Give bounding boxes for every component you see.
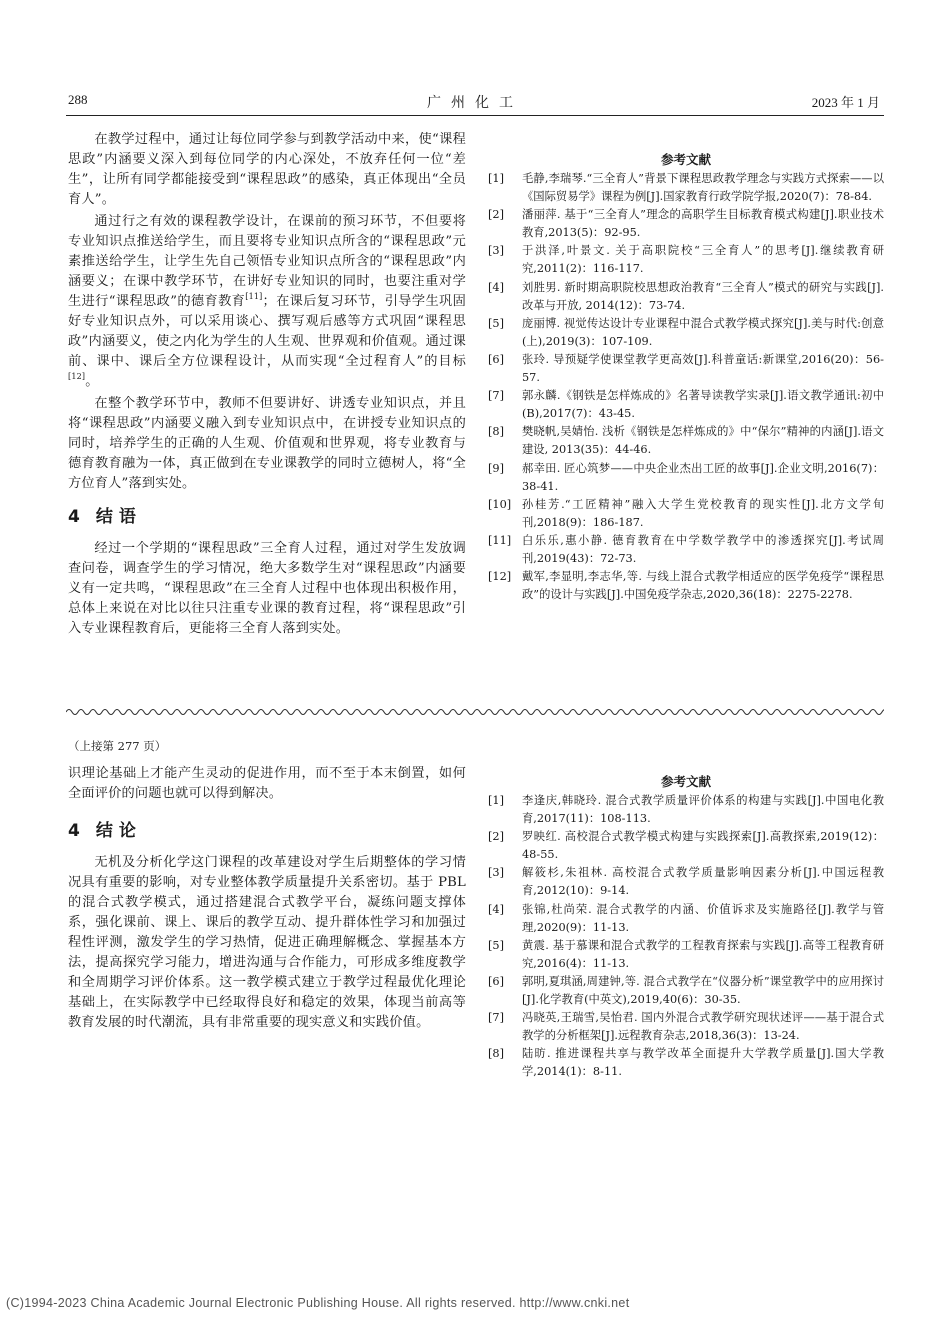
reference-text: 刘胜男. 新时期高职院校思想政治教育“三全育人”模式的研究与实践[J].改革与开放, 2014(12)：73-74. [522,280,884,312]
reference-number: [4] [488,902,505,916]
body-paragraph: 在整个教学环节中，教师不但要讲好、讲透专业知识点，并且将“课程思政”内涵要义融入到专业知识点中，在讲授专业知识点的同时，培养学生的正确的人生观、价值观和世界观，将专业教育与德育教育融为一体，真正做到在专业课教学的同时立德树人，将“全方位育人”落到实处。 [68,396,466,491]
body-paragraph: 识理论基础上才能产生灵动的促进作用，而不至于本末倒置，如何全面评价的问题也就可以得到解决。 [68,766,466,801]
reference-text: 孙桂芳.“工匠精神”融入大学生党校教育的现实性[J].北方文学旬刊,2018(9)：186-187. [522,497,884,529]
section-heading [68,502,466,527]
body-paragraph: 通过行之有效的课程教学设计，在课前的预习环节，不但要将专业知识点推送给学生，而且要将专业知识点所含的“课程思政”元素推送给学生，让学生先自己领悟专业知识点所含的“课程思政”内涵要义；在课中教学环节，在讲好专业知识的同时，也要注重对学生进行“课程思政”的德育教育[11]；在课后复习环节，引导学生巩固好专业知识点外，可以采用谈心、撰写观后感等方式巩固“课程思政”内涵要义，使之内化为学生的人生观、世界观和价值观。通过课前、课中、课后全方位课程设计，从而实现“全过程育人”的目标[12]。 [68,214,466,389]
reference-item [488,1009,884,1045]
lower-references [488,772,884,1082]
copyright-footer: (C)1994-2023 China Academic Journal Electronic Publishing House. All rights reserved. http://www.cnki.net [6,1296,630,1310]
section-number: 4 [68,507,80,527]
reference-text: 罗映红. 高校混合式教学模式构建与实践探索[J].高教探索,2019(12)：48-55. [522,830,884,862]
reference-item [488,242,884,278]
reference-number: [7] [488,389,505,403]
reference-number: [1] [488,794,505,807]
reference-item [488,496,884,532]
reference-item [488,206,884,242]
wave-divider [66,706,884,718]
journal-name: 广州化工 [427,95,523,111]
section-title: 结论 [95,821,142,841]
reference-number: [9] [488,461,505,475]
reference-text: 郝幸田. 匠心筑梦——中央企业杰出工匠的故事[J].企业文明,2016(7)：38-41. [522,461,884,493]
reference-list [488,792,884,1082]
reference-text: 张玲. 导预疑学使课堂教学更高效[J].科普童话:新课堂,2016(20)：56-57. [522,352,884,385]
reference-number: [10] [488,497,512,511]
reference-number: [12] [488,570,512,584]
reference-item [488,315,884,351]
reference-text: 于洪泽,叶景文. 关于高职院校“三全育人”的思考[J].继续教育研究,2011(2)：116-117. [522,244,884,276]
reference-item [488,828,884,864]
issue-date: 2023 年 1 月 [811,95,880,110]
reference-item [488,460,884,496]
reference-number: [6] [488,352,505,366]
citation: [12] [68,372,86,381]
reference-number: [4] [488,280,505,294]
reference-number: [8] [488,425,505,439]
reference-number: [11] [488,533,512,547]
reference-text: 庞丽博. 视觉传达设计专业课程中混合式教学模式探究[J].美与时代:创意(上),2019(3)：107-109. [522,316,884,348]
reference-text: 李逢庆,韩晓玲. 混合式教学质量评价体系的构建与实践[J].中国电化教育,2017(11)：108-113. [522,794,884,826]
citation: [11] [245,292,263,301]
reference-item [488,387,884,423]
reference-number: [6] [488,974,505,988]
reference-text: 白乐乐,惠小静. 德育教育在中学数学教学中的渗透探究[J].考试周刊,2019(43)：72-73. [522,533,884,565]
reference-text: 冯晓英,王瑞雪,吴怡君. 国内外混合式教学研究现状述评——基于混合式教学的分析框架[J].远程教育杂志,2018,36(3)：13-24. [522,1011,884,1043]
reference-number: [5] [488,938,505,952]
reference-text: 陆昉. 推进课程共享与教学改革全面提升大学教学质量[J].国大学教学,2014(1)：8-11. [522,1047,884,1079]
continued-note: （上接第 277 页） [68,739,167,753]
section-number: 4 [68,821,80,841]
reference-text: 戴军,李显明,李志华,等. 与线上混合式教学相适应的医学免疫学“课程思政”的设计与实践[J].中国免疫学杂志,2020,36(18)：2275-2278. [522,570,884,602]
reference-text: 樊晓帆,吴婧怡. 浅析《钢铁是怎样炼成的》中“保尔”精神的内涵[J].语文建设, 2013(35)：44-46. [522,425,884,457]
reference-item [488,568,884,604]
references-title: 参考文献 [660,774,711,789]
lower-left-column [68,764,466,1035]
page-number: 288 [68,92,88,107]
reference-number: [3] [488,244,505,258]
reference-item [488,279,884,315]
reference-number: [8] [488,1047,505,1061]
reference-number: [1] [488,172,505,185]
reference-item [488,423,884,459]
reference-text: 毛静,李瑞琴.“三全育人”背景下课程思政教学理念与实践方式探索——以《国际贸易学》课程为例[J].国家教育行政学院学报,2020(7)：78-84. [522,172,884,204]
reference-item [488,792,884,828]
section-title: 结语 [95,507,142,527]
reference-text: 解筱杉,朱祖林. 高校混合式教学质量影响因素分析[J].中国远程教育,2012(10)：9-14. [522,866,884,898]
reference-item [488,864,884,900]
reference-number: [5] [488,316,505,330]
upper-left-column [68,130,466,641]
reference-text: 潘丽萍. 基于“三全育人”理念的高职学生目标教育模式构建[J].职业技术教育,2013(5)：92-95. [522,208,884,240]
reference-item [488,901,884,937]
header-rule [66,115,884,116]
reference-number: [2] [488,208,505,222]
section-heading [68,816,466,841]
references-title: 参考文献 [660,152,711,167]
reference-item [488,351,884,387]
body-paragraph: 在教学过程中，通过让每位同学参与到教学活动中来，使“课程思政”内涵要义深入到每位同学的内心深处，不放弃任何一位“差生”，让所有同学都能接受到“课程思政”的感染，真正体现出“全员育人”。 [68,132,466,207]
reference-number: [7] [488,1011,505,1025]
reference-number: [3] [488,866,505,880]
reference-list [488,170,884,604]
reference-item [488,170,884,206]
reference-text: 郭明,夏琪涵,周建钟,等. 混合式教学在“仪器分析”课堂教学中的应用探讨[J].化学教育(中英文),2019,40(6)：30-35. [522,974,884,1007]
reference-item [488,532,884,568]
reference-text: 张锦,杜尚荣. 混合式教学的内涵、价值诉求及实施路径[J].教学与管理,2020(9)：11-13. [522,902,884,934]
upper-references [488,150,884,604]
reference-item [488,973,884,1009]
reference-item [488,937,884,973]
body-paragraph: 无机及分析化学这门课程的改革建设对学生后期整体的学习情况具有重要的影响，对专业整体教学质量提升关系密切。基于 PBL 的混合式教学模式，通过搭建混合式教学平台，凝练问题支撑体系，强化课前、课上、课后的教学互动、提升群体性学习和加强过程性评测，激发学生的学习热情，促进正确理解概念、掌握基本方法，提高探究学习能力，增进沟通与合作能力，可形成多维度教学和全周期学习评价体系。这一教学模式建立于教学过程最优化理论基础上，在实际教学中已经取得良好和稳定的效果，体现当前高等教育发展的时代潮流，具有非常重要的现实意义和实践价值。 [68,855,466,1030]
reference-text: 黄震. 基于慕课和混合式教学的工程教育探索与实践[J].高等工程教育研究,2016(4)：11-13. [522,938,884,970]
reference-item [488,1045,884,1081]
reference-number: [2] [488,830,505,844]
reference-text: 郭永麟.《钢铁是怎样炼成的》名著导读教学实录[J].语文教学通讯:初中(B),2017(7)：43-45. [522,389,884,421]
body-paragraph: 经过一个学期的“课程思政”三全育人过程，通过对学生发放调查问卷，调查学生的学习情况，绝大多数学生对“课程思政”内涵要义有一定共鸣，“课程思政”在三全育人过程中也体现出积极作用，总体上来说在对比以往只注重专业课的教育过程，将“课程思政”引入专业课程教育后，更能将三全育人落到实处。 [68,541,466,636]
